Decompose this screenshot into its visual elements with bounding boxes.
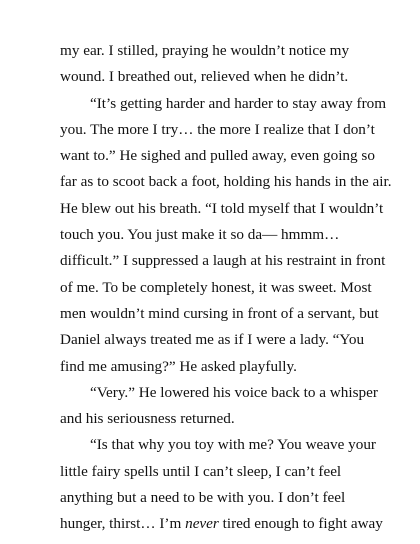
text-line: “It’s getting harder and harder to stay away from	[90, 94, 387, 112]
text-line: of me. To be completely honest, it was sweet. Most	[60, 278, 372, 296]
text-line: my ear. I stilled, praying he wouldn’t notice my	[60, 42, 350, 59]
text-run: hunger, thirst… I’m	[60, 515, 186, 533]
italic-text: never	[185, 515, 219, 533]
text-line: little fairy spells until I can’t sleep, I can’t feel	[60, 462, 342, 480]
text-line: anything but a need to be with you. I don’t feel	[60, 489, 346, 507]
text-line: “Very.” He lowered his voice back to a whisper	[90, 383, 378, 401]
text-line: men wouldn’t mind cursing in front of a servant, but	[60, 304, 379, 322]
text-line	[60, 511, 383, 537]
text-line: “Is that why you toy with me? You weave your	[90, 436, 376, 454]
text-line: want to.” He sighed and pulled away, even going so	[60, 147, 375, 165]
text-line: you. The more I try… the more I realize that I don’t	[60, 120, 375, 138]
text-line: and his seriousness returned.	[60, 410, 235, 428]
text-run: tired enough to fight away	[218, 515, 383, 533]
body-text	[60, 38, 392, 538]
text-line: wound. I breathed out, relieved when he didn’t.	[60, 68, 349, 86]
text-line: Daniel always treated me as if I were a lady. “You	[60, 331, 365, 349]
text-line: touch you. You just make it so da— hmmm…	[60, 226, 340, 244]
text-line: He blew out his breath. “I told myself that I wouldn’t	[60, 199, 384, 217]
text-line: find me amusing?” He asked playfully.	[60, 357, 297, 375]
text-line: difficult.” I suppressed a laugh at his restraint in front	[60, 252, 386, 270]
text-line: far as to scoot back a foot, holding his hands in the air.	[60, 173, 392, 191]
